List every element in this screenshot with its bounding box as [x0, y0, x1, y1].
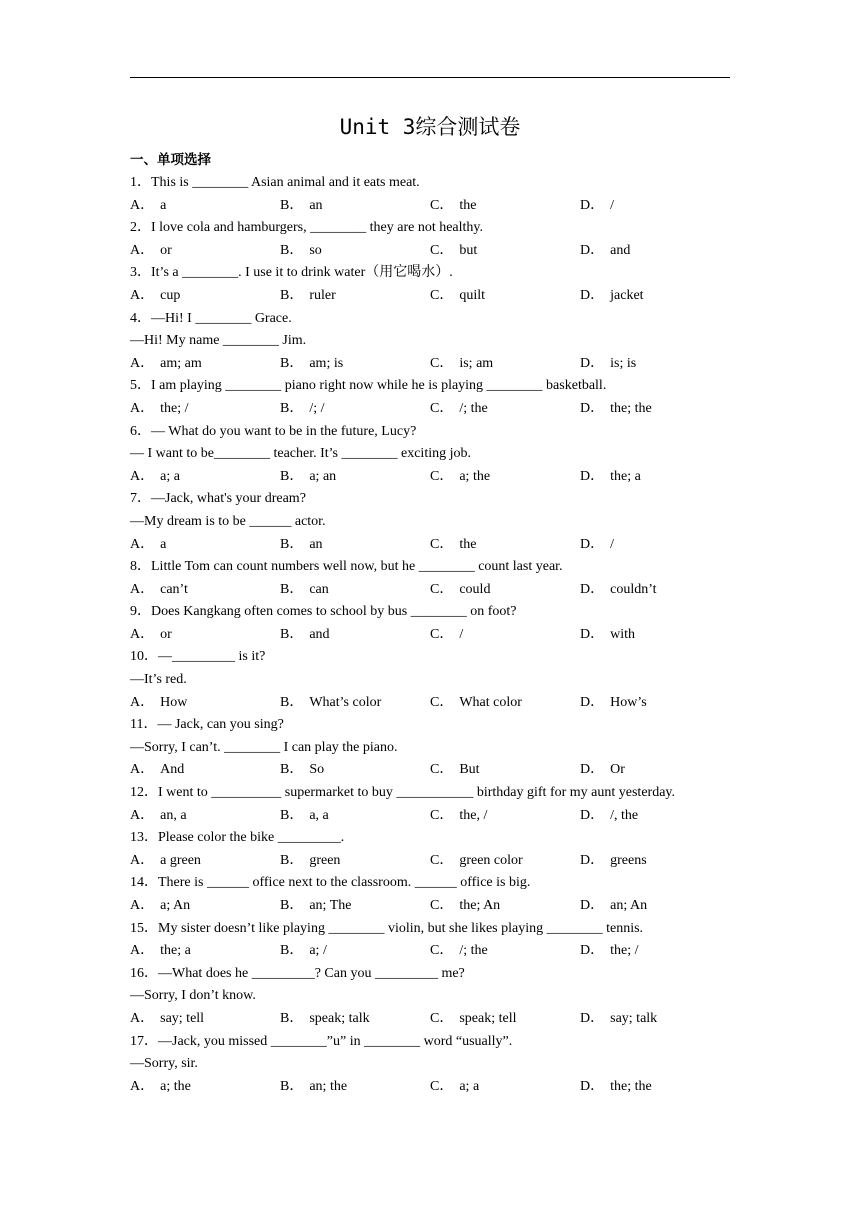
- page-title: Unit 3综合测试卷: [339, 115, 521, 139]
- option-letter: A．: [130, 762, 155, 778]
- options-row: [130, 353, 740, 376]
- options-row: [130, 398, 740, 421]
- option-d: [580, 624, 635, 647]
- option-a: [130, 1076, 191, 1099]
- question-list: [130, 172, 740, 1098]
- option-text: the; /: [610, 943, 639, 959]
- option-text: an; The: [309, 898, 352, 913]
- options-row: [130, 850, 740, 873]
- option-d: [580, 195, 614, 218]
- option-b: [280, 895, 351, 918]
- option-c: [430, 805, 487, 828]
- option-text: quilt: [459, 287, 486, 303]
- option-letter: B．: [280, 852, 304, 868]
- option-letter: D．: [580, 943, 605, 959]
- option-letter: A．: [130, 468, 155, 484]
- option-d: [580, 895, 647, 918]
- option-letter: B．: [280, 197, 304, 213]
- option-a: [130, 285, 180, 308]
- option-text: say; talk: [610, 1010, 658, 1026]
- option-d: [580, 353, 636, 376]
- option-text: the; /: [160, 400, 189, 416]
- option-letter: C．: [430, 536, 454, 552]
- option-d: [580, 805, 638, 828]
- option-text: or: [160, 242, 172, 258]
- option-d: [580, 759, 625, 782]
- option-text: cup: [160, 287, 181, 303]
- option-c: [430, 534, 476, 557]
- option-letter: D．: [580, 1078, 605, 1094]
- option-d: [580, 534, 614, 557]
- options-row: [130, 895, 740, 918]
- option-b: [280, 1008, 370, 1031]
- option-text: speak; tell: [459, 1010, 517, 1026]
- option-text: a, a: [309, 807, 329, 823]
- options-row: [130, 692, 740, 715]
- option-letter: B．: [280, 943, 304, 959]
- option-text: couldn’t: [610, 581, 657, 597]
- option-d: [580, 940, 639, 963]
- option-a: [130, 534, 166, 557]
- option-a: [130, 624, 172, 647]
- option-a: [130, 759, 184, 782]
- option-b: [280, 285, 336, 308]
- option-text: How’s: [610, 694, 647, 710]
- option-text: but: [459, 242, 478, 258]
- question-stem: 17．—Jack, you missed ________”u” in ________ word “usually”.: [130, 1033, 513, 1049]
- option-letter: C．: [430, 581, 454, 597]
- option-d: [580, 1076, 652, 1099]
- option-c: [430, 692, 522, 715]
- option-letter: C．: [430, 852, 454, 868]
- option-letter: B．: [280, 287, 304, 303]
- options-row: [130, 466, 740, 489]
- option-letter: D．: [580, 536, 605, 552]
- option-letter: C．: [430, 400, 454, 416]
- option-letter: A．: [130, 898, 155, 913]
- option-c: [430, 759, 480, 782]
- option-text: could: [459, 581, 491, 597]
- options-row: [130, 624, 740, 647]
- option-letter: D．: [580, 581, 605, 597]
- option-text: the; An: [459, 898, 501, 913]
- option-letter: C．: [430, 762, 454, 778]
- option-text: a; the: [160, 1078, 191, 1094]
- option-b: [280, 624, 330, 647]
- option-text: the; the: [610, 400, 652, 416]
- option-text: a; An: [160, 898, 191, 913]
- option-letter: D．: [580, 287, 605, 303]
- option-letter: A．: [130, 626, 155, 642]
- option-a: [130, 579, 188, 602]
- option-text: What’s color: [309, 694, 382, 710]
- option-text: is; am: [459, 355, 494, 371]
- option-text: a green: [160, 852, 201, 868]
- option-text: or: [160, 626, 172, 642]
- option-letter: D．: [580, 898, 605, 913]
- option-letter: D．: [580, 242, 605, 258]
- option-letter: A．: [130, 287, 155, 303]
- option-text: /; the: [459, 400, 488, 416]
- options-row: [130, 759, 740, 782]
- option-letter: B．: [280, 807, 304, 823]
- option-text: and: [309, 626, 330, 642]
- section-heading: 一、单项选择: [130, 152, 211, 168]
- option-letter: D．: [580, 355, 605, 371]
- option-text: an; An: [610, 898, 648, 913]
- option-text: the; the: [610, 1078, 652, 1094]
- option-letter: A．: [130, 694, 155, 710]
- option-text: /; the: [459, 943, 488, 959]
- option-letter: C．: [430, 626, 454, 642]
- option-a: [130, 895, 190, 918]
- question-dialogue-line: —My dream is to be ______ actor.: [130, 513, 326, 529]
- option-letter: B．: [280, 626, 304, 642]
- option-letter: B．: [280, 1078, 304, 1094]
- options-row: [130, 1008, 740, 1031]
- option-letter: A．: [130, 400, 155, 416]
- option-text: jacket: [610, 287, 644, 303]
- option-letter: A．: [130, 1010, 155, 1026]
- option-text: an: [309, 197, 323, 213]
- question-stem: 5．I am playing ________ piano right now while he is playing ________ basketball.: [130, 378, 607, 394]
- option-text: the; a: [160, 943, 191, 959]
- question-stem: 12．I went to __________ supermarket to buy ___________ birthday gift for my aunt yesterday.: [130, 785, 675, 801]
- option-d: [580, 579, 657, 602]
- question-dialogue-line: — I want to be________ teacher. It’s ________ exciting job.: [130, 446, 471, 462]
- option-letter: A．: [130, 197, 155, 213]
- option-text: a; an: [309, 468, 337, 484]
- option-c: [430, 466, 490, 489]
- option-letter: A．: [130, 581, 155, 597]
- option-text: green color: [459, 852, 523, 868]
- option-letter: B．: [280, 468, 304, 484]
- option-text: But: [459, 762, 480, 778]
- question-stem: 1．This is ________ Asian animal and it eats meat.: [130, 175, 420, 190]
- option-text: a: [160, 197, 167, 213]
- option-d: [580, 285, 644, 308]
- option-b: [280, 759, 324, 782]
- option-c: [430, 195, 476, 218]
- option-letter: C．: [430, 1010, 454, 1026]
- question-stem: 11．— Jack, can you sing?: [130, 717, 284, 733]
- option-text: green: [309, 852, 341, 868]
- option-text: a; the: [459, 468, 491, 484]
- option-d: [580, 692, 647, 715]
- options-row: [130, 285, 740, 308]
- option-letter: B．: [280, 762, 304, 778]
- question-dialogue-line: —Sorry, sir.: [130, 1056, 198, 1072]
- option-letter: D．: [580, 1010, 605, 1026]
- option-c: [430, 624, 463, 647]
- option-c: [430, 285, 485, 308]
- option-c: [430, 850, 523, 873]
- option-d: [580, 1008, 657, 1031]
- option-text: and: [610, 242, 631, 258]
- option-a: [130, 240, 172, 263]
- option-letter: D．: [580, 400, 605, 416]
- question-stem: 10．—_________ is it?: [130, 649, 266, 665]
- option-text: with: [610, 626, 636, 642]
- option-text: can: [309, 581, 329, 597]
- option-text: am; am: [160, 355, 202, 371]
- question-stem: 6．— What do you want to be in the future, Lucy?: [130, 423, 417, 439]
- option-letter: A．: [130, 807, 155, 823]
- option-letter: C．: [430, 197, 454, 213]
- question-stem: 9．Does Kangkang often comes to school by bus ________ on foot?: [130, 604, 517, 620]
- option-letter: A．: [130, 536, 155, 552]
- option-text: can’t: [160, 581, 188, 597]
- option-d: [580, 850, 647, 873]
- question-dialogue-line: —Sorry, I can’t. ________ I can play the piano.: [130, 739, 398, 755]
- question-stem: 4．—Hi! I ________ Grace.: [130, 310, 292, 326]
- question-stem: 13．Please color the bike _________.: [130, 830, 345, 846]
- option-letter: B．: [280, 536, 304, 552]
- option-a: [130, 850, 201, 873]
- option-text: /; /: [309, 400, 325, 416]
- options-row: [130, 940, 740, 963]
- option-letter: A．: [130, 943, 155, 959]
- option-letter: A．: [130, 1078, 155, 1094]
- question-stem: 16．—What does he _________? Can you _________ me?: [130, 965, 465, 981]
- option-letter: A．: [130, 242, 155, 258]
- option-b: [280, 398, 325, 421]
- option-text: /, the: [610, 807, 639, 823]
- option-text: the, /: [459, 807, 488, 823]
- option-letter: C．: [430, 287, 454, 303]
- option-letter: C．: [430, 242, 454, 258]
- option-letter: C．: [430, 898, 454, 913]
- option-c: [430, 895, 500, 918]
- option-text: a; /: [309, 943, 327, 959]
- question-stem: 7．—Jack, what's your dream?: [130, 491, 306, 507]
- option-b: [280, 353, 343, 376]
- option-letter: B．: [280, 1010, 304, 1026]
- option-text: an: [309, 536, 323, 552]
- question-stem: 3．It’s a ________. I use it to drink water（用它喝水）.: [130, 265, 453, 281]
- option-text: the; a: [610, 468, 641, 484]
- option-a: [130, 1008, 204, 1031]
- option-d: [580, 240, 630, 263]
- option-letter: D．: [580, 197, 605, 213]
- options-row: [130, 240, 740, 263]
- option-text: /: [610, 536, 615, 552]
- option-b: [280, 466, 336, 489]
- option-letter: C．: [430, 807, 454, 823]
- option-c: [430, 398, 488, 421]
- option-letter: D．: [580, 694, 605, 710]
- option-a: [130, 940, 191, 963]
- options-row: [130, 805, 740, 828]
- option-text: So: [309, 762, 325, 778]
- option-letter: D．: [580, 807, 605, 823]
- option-text: a; a: [459, 1078, 480, 1094]
- question-dialogue-line: —Hi! My name ________ Jim.: [130, 333, 307, 349]
- question-stem: 15．My sister doesn’t like playing ________ violin, but she likes playing ________ tennis.: [130, 920, 644, 936]
- option-a: [130, 466, 180, 489]
- header-rule: [130, 77, 730, 78]
- option-a: [130, 692, 187, 715]
- question-dialogue-line: —Sorry, I don’t know.: [130, 988, 256, 1004]
- option-b: [280, 1076, 347, 1099]
- option-d: [580, 398, 652, 421]
- option-b: [280, 692, 381, 715]
- options-row: [130, 195, 740, 218]
- option-a: [130, 195, 166, 218]
- option-letter: D．: [580, 852, 605, 868]
- option-text: an; the: [309, 1078, 348, 1094]
- option-b: [280, 534, 323, 557]
- question-stem: 2．I love cola and hamburgers, ________ they are not healthy.: [130, 220, 484, 236]
- option-text: the: [459, 197, 477, 213]
- option-letter: C．: [430, 694, 454, 710]
- option-text: so: [309, 242, 322, 258]
- option-b: [280, 940, 327, 963]
- option-text: /: [610, 197, 615, 213]
- option-letter: B．: [280, 898, 304, 913]
- option-b: [280, 195, 323, 218]
- option-letter: C．: [430, 355, 454, 371]
- option-c: [430, 940, 488, 963]
- option-letter: C．: [430, 943, 454, 959]
- option-d: [580, 466, 641, 489]
- options-row: [130, 579, 740, 602]
- option-text: an, a: [160, 807, 187, 823]
- option-text: ruler: [309, 287, 336, 303]
- option-text: say; tell: [160, 1010, 205, 1026]
- question-dialogue-line: —It’s red.: [130, 672, 187, 688]
- option-b: [280, 579, 329, 602]
- question-stem: 14．There is ______ office next to the classroom. ______ office is big.: [130, 875, 531, 891]
- option-text: a; a: [160, 468, 180, 484]
- option-text: /: [459, 626, 464, 642]
- option-letter: A．: [130, 355, 155, 371]
- option-text: am; is: [309, 355, 344, 371]
- option-c: [430, 1076, 479, 1099]
- option-letter: B．: [280, 694, 304, 710]
- options-row: [130, 534, 740, 557]
- option-text: What color: [459, 694, 522, 710]
- option-a: [130, 353, 202, 376]
- option-letter: D．: [580, 762, 605, 778]
- option-text: How: [160, 694, 188, 710]
- option-letter: C．: [430, 468, 454, 484]
- option-text: a: [160, 536, 167, 552]
- option-text: And: [160, 762, 185, 778]
- option-letter: B．: [280, 242, 304, 258]
- option-c: [430, 240, 477, 263]
- question-stem: 8．Little Tom can count numbers well now, but he ________ count last year.: [130, 559, 563, 575]
- options-row: [130, 1076, 740, 1099]
- option-letter: C．: [430, 1078, 454, 1094]
- option-a: [130, 805, 187, 828]
- option-letter: A．: [130, 852, 155, 868]
- option-text: is; is: [610, 355, 637, 371]
- option-text: speak; talk: [309, 1010, 370, 1026]
- option-letter: D．: [580, 468, 605, 484]
- option-letter: B．: [280, 581, 304, 597]
- option-c: [430, 579, 490, 602]
- option-text: the: [459, 536, 477, 552]
- option-c: [430, 353, 493, 376]
- option-text: Or: [610, 762, 625, 778]
- option-b: [280, 805, 329, 828]
- option-letter: B．: [280, 355, 304, 371]
- option-text: greens: [610, 852, 647, 868]
- option-letter: D．: [580, 626, 605, 642]
- option-b: [280, 850, 340, 873]
- option-letter: B．: [280, 400, 304, 416]
- option-a: [130, 398, 189, 421]
- option-b: [280, 240, 322, 263]
- option-c: [430, 1008, 517, 1031]
